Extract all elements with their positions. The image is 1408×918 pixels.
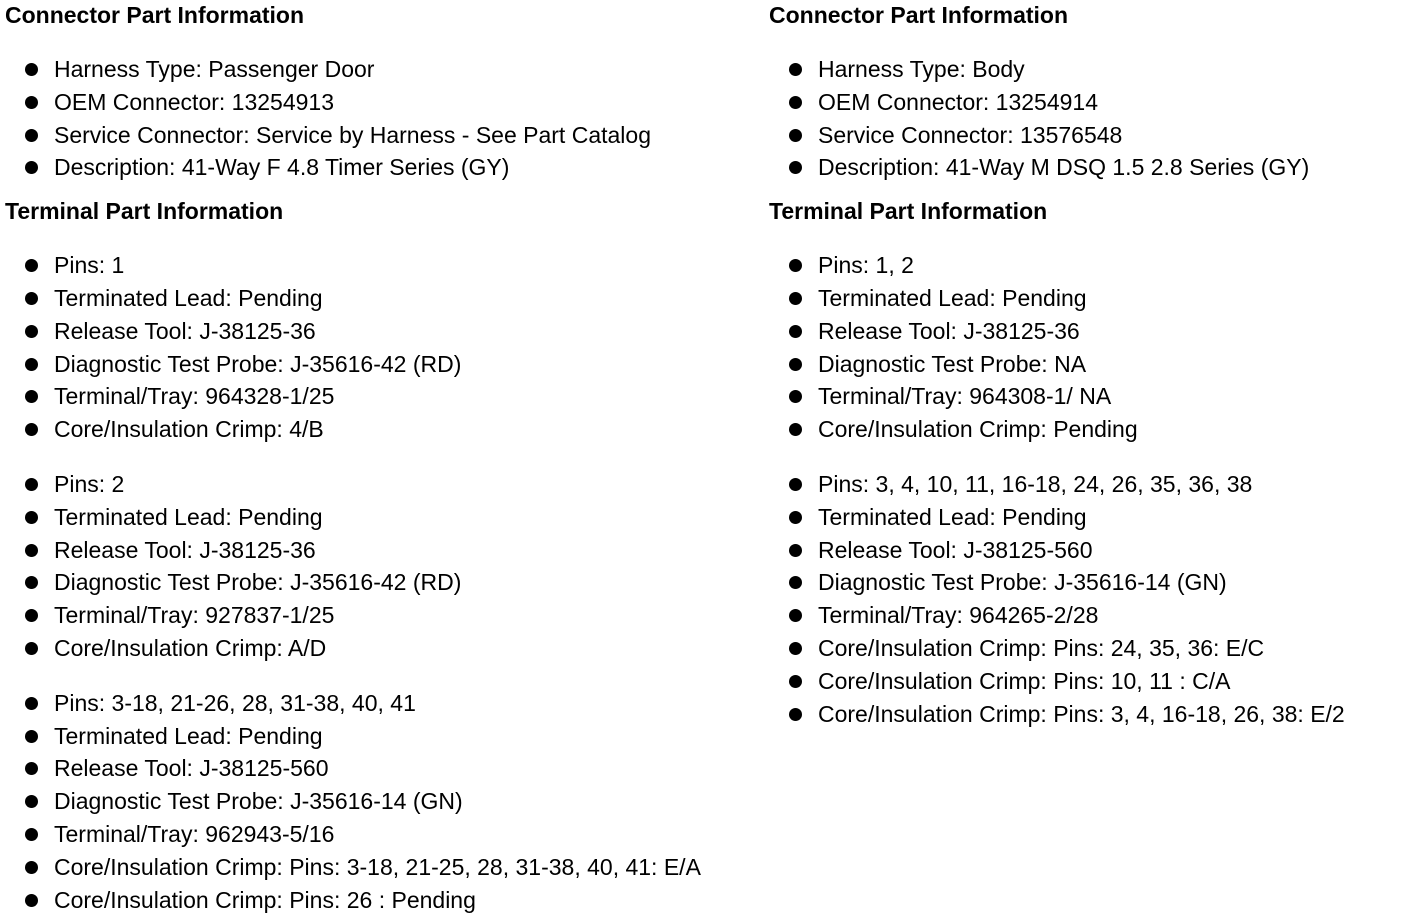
list-item: Core/Insulation Crimp: Pins: 3-18, 21-25, 28, 31-38, 40, 41: E/A xyxy=(5,851,765,884)
list-item: Core/Insulation Crimp: Pins: 3, 4, 16-18, 26, 38: E/2 xyxy=(769,698,1404,731)
list-item: Service Connector: Service by Harness - See Part Catalog xyxy=(5,119,765,152)
list-item: Terminal/Tray: 964308-1/ NA xyxy=(769,380,1404,413)
list-item: OEM Connector: 13254913 xyxy=(5,86,765,119)
list-item: Pins: 1 xyxy=(5,249,765,282)
list-item: Core/Insulation Crimp: 4/B xyxy=(5,413,765,446)
list-item: Description: 41-Way F 4.8 Timer Series (GY) xyxy=(5,151,765,184)
list-item: Terminal/Tray: 962943-5/16 xyxy=(5,818,765,851)
list-item: Terminal/Tray: 927837-1/25 xyxy=(5,599,765,632)
list-item: Core/Insulation Crimp: A/D xyxy=(5,632,765,665)
connector-heading: Connector Part Information xyxy=(5,2,305,28)
list-item: Terminal/Tray: 964265-2/28 xyxy=(769,599,1404,632)
list-item: Release Tool: J-38125-560 xyxy=(5,752,765,785)
connector-heading: Connector Part Information xyxy=(769,2,1069,28)
connector-list xyxy=(5,53,765,184)
list-item: Release Tool: J-38125-36 xyxy=(5,315,765,348)
terminal-group xyxy=(5,687,765,917)
list-item: Diagnostic Test Probe: J-35616-14 (GN) xyxy=(769,566,1404,599)
terminal-group xyxy=(5,468,765,665)
list-item: Diagnostic Test Probe: J-35616-42 (RD) xyxy=(5,566,765,599)
list-item: OEM Connector: 13254914 xyxy=(769,86,1404,119)
list-item: Diagnostic Test Probe: NA xyxy=(769,348,1404,381)
connector-list xyxy=(769,53,1404,184)
list-item: Terminated Lead: Pending xyxy=(5,720,765,753)
terminal-heading: Terminal Part Information xyxy=(5,198,284,225)
list-item: Terminal/Tray: 964328-1/25 xyxy=(5,380,765,413)
list-item: Core/Insulation Crimp: Pending xyxy=(769,413,1404,446)
list-item: Harness Type: Passenger Door xyxy=(5,53,765,86)
list-item: Harness Type: Body xyxy=(769,53,1404,86)
terminal-group xyxy=(5,249,765,446)
list-item: Pins: 3, 4, 10, 11, 16-18, 24, 26, 35, 36, 38 xyxy=(769,468,1404,501)
list-item: Terminated Lead: Pending xyxy=(5,501,765,534)
terminal-group xyxy=(769,468,1404,730)
list-item: Release Tool: J-38125-36 xyxy=(5,534,765,567)
list-item: Pins: 3-18, 21-26, 28, 31-38, 40, 41 xyxy=(5,687,765,720)
list-item: Service Connector: 13576548 xyxy=(769,119,1404,152)
left-column xyxy=(5,0,765,916)
list-item: Release Tool: J-38125-36 xyxy=(769,315,1404,348)
list-item: Core/Insulation Crimp: Pins: 24, 35, 36: E/C xyxy=(769,632,1404,665)
list-item: Pins: 2 xyxy=(5,468,765,501)
list-item: Core/Insulation Crimp: Pins: 26 : Pending xyxy=(5,884,765,917)
list-item: Core/Insulation Crimp: Pins: 10, 11 : C/A xyxy=(769,665,1404,698)
list-item: Release Tool: J-38125-560 xyxy=(769,534,1404,567)
list-item: Pins: 1, 2 xyxy=(769,249,1404,282)
terminal-group xyxy=(769,249,1404,446)
list-item: Terminated Lead: Pending xyxy=(769,282,1404,315)
list-item: Terminated Lead: Pending xyxy=(5,282,765,315)
right-column xyxy=(769,0,1404,730)
list-item: Diagnostic Test Probe: J-35616-14 (GN) xyxy=(5,785,765,818)
list-item: Description: 41-Way M DSQ 1.5 2.8 Series (GY) xyxy=(769,151,1404,184)
list-item: Diagnostic Test Probe: J-35616-42 (RD) xyxy=(5,348,765,381)
terminal-heading: Terminal Part Information xyxy=(769,198,1048,225)
list-item: Terminated Lead: Pending xyxy=(769,501,1404,534)
